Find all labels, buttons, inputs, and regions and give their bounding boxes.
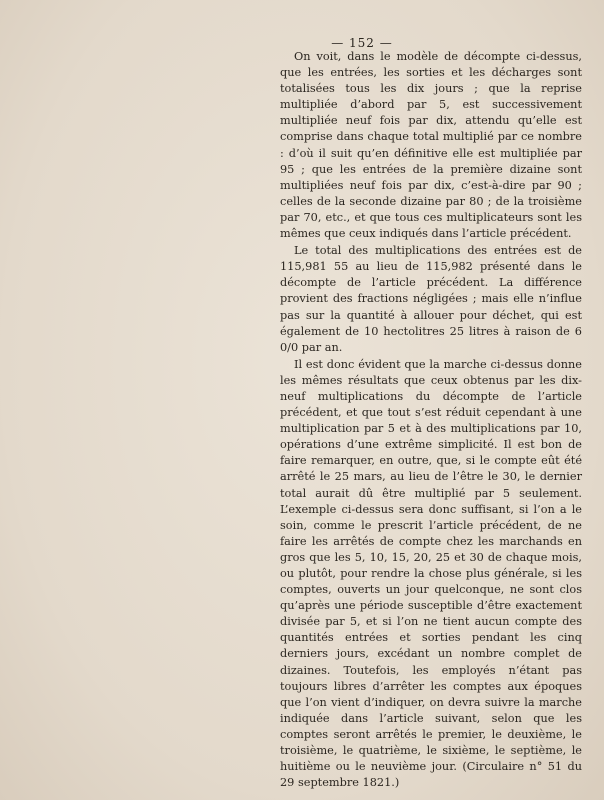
paragraph-1: On voit, dans le modèle de décompte ci-dessus, que les entrées, les sorties et les décharges sont totalisées tous les dix jours ; que la reprise multipliée d’abord par 5, est successivement multipliée neuf fois par dix, attendu qu’elle est comprise dans chaque total multiplié par ce nombre : d’où il suit qu’en définitive elle est multipliée par 95 ; que les entrées de la première dizaine sont multipliées neuf fois par dix, c’est-à-dire par 90 ; celles de la seconde dizaine par 80 ; de la troisième par 70, etc., et que tous ces multiplicateurs sont les mêmes que ceux indiqués dans l’article précédent.: [280, 50, 582, 241]
page-number: — 152 —: [331, 36, 393, 50]
body-text: [280, 49, 582, 792]
paragraph-2: Le total des multiplications des entrées est de 115,981 55 au lieu de 115,982 présenté dans le décompte de l’article précédent. La différence provient des fractions négligées ; mais elle n’influe pas sur la quantité à allouer pour déchet, qui est également de 10 hectolitres 25 litres à raison de 6 0/0 par an.: [280, 244, 582, 354]
paragraph-3: Il est donc évident que la marche ci-dessus donne les mêmes résultats que ceux obtenus par les dix-neuf multiplications du décompte de l’article précédent, et que tout s’est réduit cependant à une multiplication par 5 et à des multiplications par 10, opérations d’une extrême simplicité. Il est bon de faire remarquer, en outre, que, si le compte eût été arrêté le 25 mars, au lieu de l’être le 30, le dernier total aurait dû être multiplié par 5 seulement. L’exemple ci-dessus sera donc suffisant, si l’on a le soin, comme le prescrit l’article précédent, de ne faire les arrêtés de compte chez les marchands en gros que les 5, 10, 15, 20, 25 et 30 de chaque mois, ou plutôt, pour rendre la chose plus générale, si les comptes, ouverts un jour quelconque, ne sont clos qu’après une période susceptible d’être exactement divisée par 5, et si l’on ne tient aucun compte des quantités entrées et sorties pendant les cinq derniers jours, excédant un nombre complet de dizaines. Toutefois, les employés n’étant pas toujours libres d’arrêter les comptes aux époques que l’on vient d’indiquer, on devra suivre la marche indiquée dans l’article suivant, selon que les comptes seront arrêtés le premier, le deuxième, le troisième, le quatrième, le sixième, le septième, le huitième ou le neuvième jour. (Circulaire n° 51 du 29 septembre 1821.): [280, 357, 582, 790]
